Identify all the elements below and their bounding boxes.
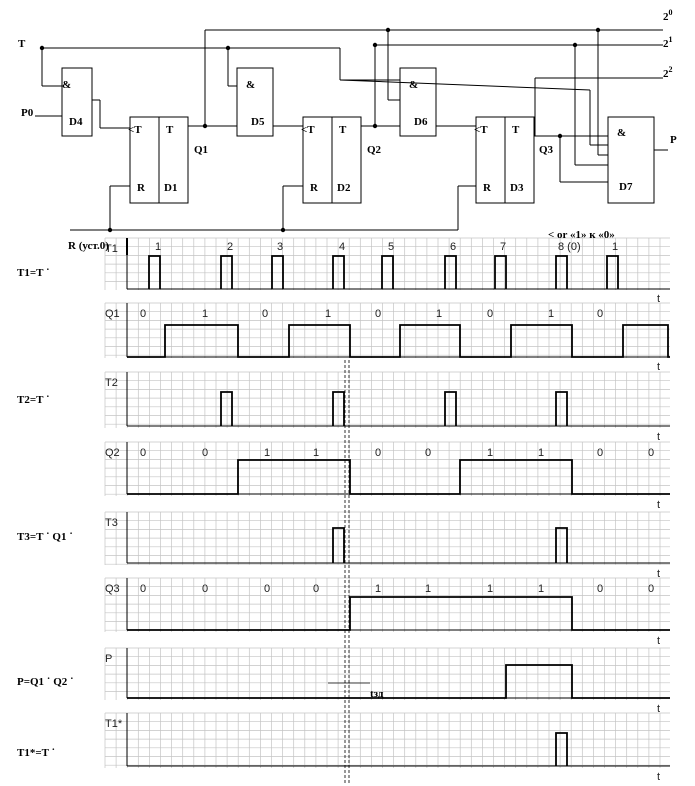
row-name-t2: T2 bbox=[105, 377, 118, 389]
side-equation-label: T1*=T ˙ bbox=[17, 747, 56, 759]
row-name-t3: T3 bbox=[105, 517, 118, 529]
row-name-q3: Q3 bbox=[105, 583, 120, 595]
state-value-q3: 0 bbox=[313, 583, 320, 595]
side-equation-label: T2=T ˙ bbox=[17, 394, 50, 406]
gate-d4-label: D4 bbox=[69, 116, 83, 128]
clock-number: 7 bbox=[500, 241, 507, 253]
state-value-q1: 0 bbox=[597, 308, 604, 320]
gate-d7-label: D7 bbox=[619, 181, 633, 193]
q2-output-label: Q2 bbox=[367, 144, 382, 156]
side-equation-label: T1=T ˙ bbox=[17, 267, 50, 279]
state-value-q1: 1 bbox=[202, 308, 209, 320]
state-value-q3: 0 bbox=[140, 583, 147, 595]
output-p-label: P bbox=[670, 134, 677, 146]
gate-d4-symbol: & bbox=[62, 79, 72, 91]
timing-grid bbox=[105, 238, 670, 768]
state-value-q2: 1 bbox=[264, 447, 271, 459]
state-value-q3: 0 bbox=[648, 583, 655, 595]
q3-output-label: Q3 bbox=[539, 144, 554, 156]
time-axis-label: t bbox=[657, 703, 661, 715]
ff-d3-reset-label: R bbox=[483, 182, 491, 194]
reset-caption: R (уст.0) bbox=[68, 240, 109, 252]
state-value-q2: 0 bbox=[597, 447, 604, 459]
gate-d6-symbol: & bbox=[409, 79, 419, 91]
time-axis-label: t bbox=[657, 568, 661, 580]
time-axis-label: t bbox=[657, 499, 661, 511]
clock-number: 4 bbox=[339, 241, 346, 253]
state-value-q2: 0 bbox=[375, 447, 382, 459]
state-value-q2: 0 bbox=[648, 447, 655, 459]
clock-pulse-t2 bbox=[556, 392, 567, 426]
state-value-q2: 1 bbox=[538, 447, 545, 459]
row-name-t1-star: T1* bbox=[105, 718, 123, 730]
ff-d3-clk-label: <T bbox=[474, 124, 488, 136]
clock-number: 1 bbox=[155, 241, 162, 253]
waveform-p bbox=[127, 665, 670, 698]
ff-d2-label: D2 bbox=[337, 182, 351, 194]
ff-d1-clk-label: <T bbox=[128, 124, 142, 136]
p0-input-label: P0 bbox=[21, 107, 34, 119]
bus-label-2-2: $2^2$ bbox=[663, 65, 673, 80]
state-value-q1: 0 bbox=[140, 308, 147, 320]
clock-pulse-t3 bbox=[333, 528, 344, 563]
state-value-q3: 1 bbox=[375, 583, 382, 595]
state-value-q3: 0 bbox=[264, 583, 271, 595]
ff-d1-reset-label: R bbox=[137, 182, 145, 194]
clock-pulse-t2 bbox=[333, 392, 344, 426]
gate-d5-label: D5 bbox=[251, 116, 265, 128]
clock-number: 2 bbox=[227, 241, 234, 253]
side-equation-label: T3=T ˙ Q1 ˙ bbox=[17, 531, 73, 543]
delay-label: tзд bbox=[370, 688, 384, 700]
time-axis-label: t bbox=[657, 635, 661, 647]
clock-number: 6 bbox=[450, 241, 457, 253]
state-value-q2: 1 bbox=[487, 447, 494, 459]
state-value-q3: 1 bbox=[538, 583, 545, 595]
side-equation-label: P=Q1 ˙ Q2 ˙ bbox=[17, 676, 74, 688]
ff-d1-out-label: T bbox=[166, 124, 174, 136]
waveform-q3 bbox=[127, 597, 670, 630]
state-value-q3: 1 bbox=[425, 583, 432, 595]
clock-pulse-t1-star bbox=[556, 733, 567, 766]
row-name-p: P bbox=[105, 653, 113, 665]
state-value-q3: 0 bbox=[202, 583, 209, 595]
row-name-q1: Q1 bbox=[105, 308, 120, 320]
state-value-q1: 0 bbox=[375, 308, 382, 320]
state-value-q2: 0 bbox=[202, 447, 209, 459]
state-value-q3: 0 bbox=[597, 583, 604, 595]
state-value-q1: 0 bbox=[262, 308, 269, 320]
state-value-q2: 0 bbox=[140, 447, 147, 459]
bus-label-2-0: $2^0$ bbox=[663, 8, 673, 23]
row-name-q2: Q2 bbox=[105, 447, 120, 459]
ff-d3-label: D3 bbox=[510, 182, 524, 194]
clock-pulse-t2 bbox=[221, 392, 232, 426]
clock-input-label: T bbox=[18, 38, 26, 50]
state-value-q2: 1 bbox=[313, 447, 320, 459]
bus-label-2-1: $2^1$ bbox=[663, 35, 673, 50]
time-axis-label: t bbox=[657, 431, 661, 443]
time-axis-label: t bbox=[657, 361, 661, 373]
state-value-q3: 1 bbox=[487, 583, 494, 595]
time-axis-label: t bbox=[657, 771, 661, 783]
gate-d7-symbol: & bbox=[617, 127, 627, 139]
ff-d2-reset-label: R bbox=[310, 182, 318, 194]
ff-d3-out-label: T bbox=[512, 124, 520, 136]
time-axis-label: t bbox=[657, 293, 661, 305]
clock-number: 3 bbox=[277, 241, 284, 253]
q1-output-label: Q1 bbox=[194, 144, 209, 156]
ff-d2-clk-label: <T bbox=[301, 124, 315, 136]
ff-d2-out-label: T bbox=[339, 124, 347, 136]
row-name-t1: T1 bbox=[105, 243, 118, 255]
state-value-q2: 0 bbox=[425, 447, 432, 459]
ff-d1-label: D1 bbox=[164, 182, 178, 194]
gate-d5-symbol: & bbox=[246, 79, 256, 91]
state-value-q1: 0 bbox=[487, 308, 494, 320]
clock-number: 8 (0) bbox=[558, 241, 581, 253]
clock-pulse-t2 bbox=[445, 392, 456, 426]
top-note: < or «1» к «0» bbox=[548, 229, 615, 241]
state-value-q1: 1 bbox=[436, 308, 443, 320]
clock-pulse-t3 bbox=[556, 528, 567, 563]
state-value-q1: 1 bbox=[548, 308, 555, 320]
clock-number: 5 bbox=[388, 241, 395, 253]
state-value-q1: 1 bbox=[325, 308, 332, 320]
waveform-q1 bbox=[127, 325, 670, 357]
gate-d6-label: D6 bbox=[414, 116, 428, 128]
clock-number: 1 bbox=[612, 241, 619, 253]
